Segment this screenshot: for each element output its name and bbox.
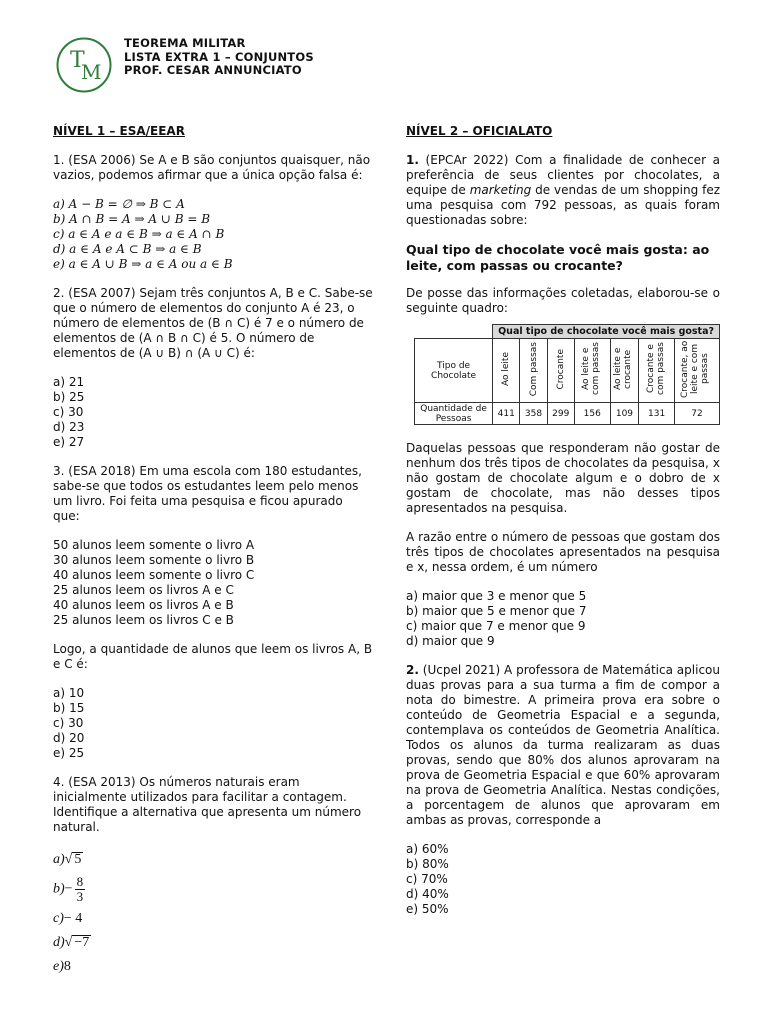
fact-line: 25 alunos leem os livros A e C <box>53 583 234 597</box>
table-value: 131 <box>639 403 675 425</box>
option-label: b) <box>53 881 65 897</box>
table-value: 156 <box>574 403 610 425</box>
question-r2-text <box>406 663 720 828</box>
svg-text:T: T <box>70 48 85 73</box>
question-4-option-b <box>53 875 373 904</box>
category-label: Crocante, ao leite e com passas <box>680 340 710 398</box>
option: e) 50% <box>406 902 449 916</box>
option: a) maior que 3 e menor que 5 <box>406 589 587 603</box>
svg-text:M: M <box>81 60 102 84</box>
radicand: −7 <box>74 935 90 950</box>
question-2-text: 2. (ESA 2007) Sejam três conjuntos A, B e C. Sabe-se que o número de elementos do conjunto A é 23, o número de elementos de (B ∩ C) é 7 e o número de elementos de (A ∩ B ∩ C) é 5. O número de elementos de (A ∪ B) ∩ (A ∪ C) é: <box>53 286 373 360</box>
table-value: 109 <box>610 403 639 425</box>
table-category <box>574 339 610 403</box>
option: a) 21 <box>53 375 85 389</box>
question-r1-text <box>406 153 720 228</box>
category-label: Ao leite <box>501 352 512 386</box>
option: d) maior que 9 <box>406 634 495 648</box>
option: c) 30 <box>53 405 84 419</box>
right-column <box>406 124 720 931</box>
table-value: 299 <box>547 403 574 425</box>
text-emphasis: marketing <box>469 183 532 197</box>
fact-line: 25 alunos leem os livros C e B <box>53 613 234 627</box>
table-value: 358 <box>520 403 547 425</box>
category-label: Ao leite e crocante <box>613 347 634 391</box>
table-category <box>675 339 720 403</box>
option: b) 80% <box>406 857 449 871</box>
option: e) 25 <box>53 746 85 760</box>
category-label: Crocante <box>555 348 566 390</box>
text-part: de vendas de um shopping fez uma pesquisa com 792 pessoas, as quais foram questionadas sobre: <box>406 183 720 227</box>
sign: − <box>64 881 73 897</box>
table-title: Qual tipo de chocolate você mais gosta? <box>493 325 720 339</box>
table-row-header: Quantidade de Pessoas <box>415 403 493 425</box>
option: c) 30 <box>53 716 84 730</box>
question-3-prompt: Logo, a quantidade de alunos que leem os livros A, B e C é: <box>53 642 373 671</box>
question-2-options <box>53 375 373 450</box>
denominator: 3 <box>76 889 84 904</box>
question-3-facts <box>53 538 373 628</box>
question-3-text: 3. (ESA 2018) Em uma escola com 180 estudantes, sabe-se que todos os estudantes leem pelo menos um livro. Foi feita uma pesquisa e ficou apurado que: <box>53 464 362 523</box>
question-4-option-d: d)√ −7 <box>53 935 90 950</box>
question-r2-options <box>406 842 720 917</box>
question-4-option-a: a)√ 5 <box>53 852 82 867</box>
question-r1-options <box>406 589 720 649</box>
fact-line: 40 alunos leem os livros A e B <box>53 598 234 612</box>
option: d) 40% <box>406 887 449 901</box>
option: d) a ∈ A e A ⊂ B ⇒ a ∈ B <box>53 242 202 256</box>
section-title-level-2: NÍVEL 2 – OFICIALATO <box>406 124 553 138</box>
question-4-option-e <box>53 958 373 976</box>
numerator: 8 <box>76 874 84 889</box>
fraction <box>75 875 86 904</box>
logo-icon <box>56 37 112 93</box>
question-number: 1. <box>406 153 419 167</box>
option-label: e) <box>53 959 64 974</box>
option: b) 15 <box>53 701 85 715</box>
question-1-text: 1. (ESA 2006) Se A e B são conjuntos quaisquer, não vazios, podemos afirmar que a única opção falsa é: <box>53 153 371 182</box>
table-category <box>547 339 574 403</box>
option: b) 25 <box>53 390 85 404</box>
table-value: 72 <box>675 403 720 425</box>
option-label: c) <box>53 911 64 926</box>
question-4-text: 4. (ESA 2013) Os números naturais eram inicialmente utilizados para facilitar a contagem. Identifique a alternativa que apresenta um número natural. <box>53 775 362 834</box>
question-1-options <box>53 197 373 272</box>
option: a) 10 <box>53 686 85 700</box>
fact-line: 50 alunos leem somente o livro A <box>53 538 255 552</box>
question-r1-ratio: A razão entre o número de pessoas que gostam dos três tipos de chocolates apresentados na pesquisa e x, nessa ordem, é um número <box>406 530 720 574</box>
radicand: 5 <box>74 852 82 867</box>
category-label: Ao leite e com passas <box>581 342 602 396</box>
fact-line: 30 alunos leem somente o livro B <box>53 553 255 567</box>
option: e) a ∈ A ∪ B ⇒ a ∈ A ou a ∈ B <box>53 257 233 271</box>
question-4-option-c <box>53 910 373 928</box>
table-category <box>639 339 675 403</box>
value: − 4 <box>63 911 83 926</box>
option: d) 20 <box>53 731 85 745</box>
document-header <box>124 37 314 78</box>
option-label: a) <box>53 852 65 867</box>
option: e) 27 <box>53 435 85 449</box>
question-r1-bold-question: Qual tipo de chocolate você mais gosta: ao leite, com passas ou crocante? <box>406 242 710 273</box>
table-corner <box>415 325 493 339</box>
section-title-level-1: NÍVEL 1 – ESA/EEAR <box>53 124 185 138</box>
value: 8 <box>63 959 71 974</box>
table-category <box>493 339 520 403</box>
option: c) maior que 7 e menor que 9 <box>406 619 586 633</box>
option: b) maior que 5 e menor que 7 <box>406 604 587 618</box>
chocolate-table <box>414 324 720 425</box>
table-category <box>520 339 547 403</box>
option: c) 70% <box>406 872 448 886</box>
header-subtitle: LISTA EXTRA 1 – CONJUNTOS <box>124 49 314 64</box>
option: b) A ∩ B = A ⇒ A ∪ B = B <box>53 212 211 226</box>
question-3-options <box>53 686 373 761</box>
option: d) 23 <box>53 420 85 434</box>
question-r1-after-table: Daquelas pessoas que responderam não gostar de nenhum dos três tipos de chocolates da pesquisa, x não gostam de chocolate algum e o dobro de x gostam de chocolate, mas não desses tipos apresentados na pesquisa. <box>406 441 720 515</box>
header-teacher: PROF. CESAR ANNUNCIATO <box>124 63 302 77</box>
table-category <box>610 339 639 403</box>
header-title: TEOREMA MILITAR <box>124 36 246 50</box>
question-number: 2. <box>406 663 419 677</box>
option-label: d) <box>53 935 65 950</box>
question-r1-table-intro: De posse das informações coletadas, elaborou-se o seguinte quadro: <box>406 286 720 315</box>
category-label: Crocante e com passas <box>645 342 666 396</box>
table-value: 411 <box>493 403 520 425</box>
text-part: (EPCAr 2022) Com a finalidade de conhecer a preferência de seus clientes por chocolates, a equipe de <box>406 153 720 197</box>
option: a) A − B = ∅ ⇒ B ⊂ A <box>53 197 185 211</box>
category-label: Com passas <box>528 341 539 397</box>
text-part: (Ucpel 2021) A professora de Matemática aplicou duas provas para a sua turma a fim de compor a nota do bimestre. A primeira prova era sobre o conteúdo de Geometria Espacial e a segunda, contemplava os conteúdos de Geometria Analítica. Todos os alunos da turma realizaram as duas provas, sendo que 80% dos alunos aprovaram na prova de Geometria Espacial e que 60% aprovaram na prova de Geometria Analítica. Nestas condições, a porcentagem de alunos que aprovaram em ambas as provas, corresponde a <box>406 663 720 827</box>
left-column <box>53 124 373 982</box>
option: a) 60% <box>406 842 449 856</box>
fact-line: 40 alunos leem somente o livro C <box>53 568 255 582</box>
option: c) a ∈ A e a ∈ B ⇒ a ∈ A ∩ B <box>53 227 225 241</box>
table-row-header: Tipo de Chocolate <box>415 339 493 403</box>
